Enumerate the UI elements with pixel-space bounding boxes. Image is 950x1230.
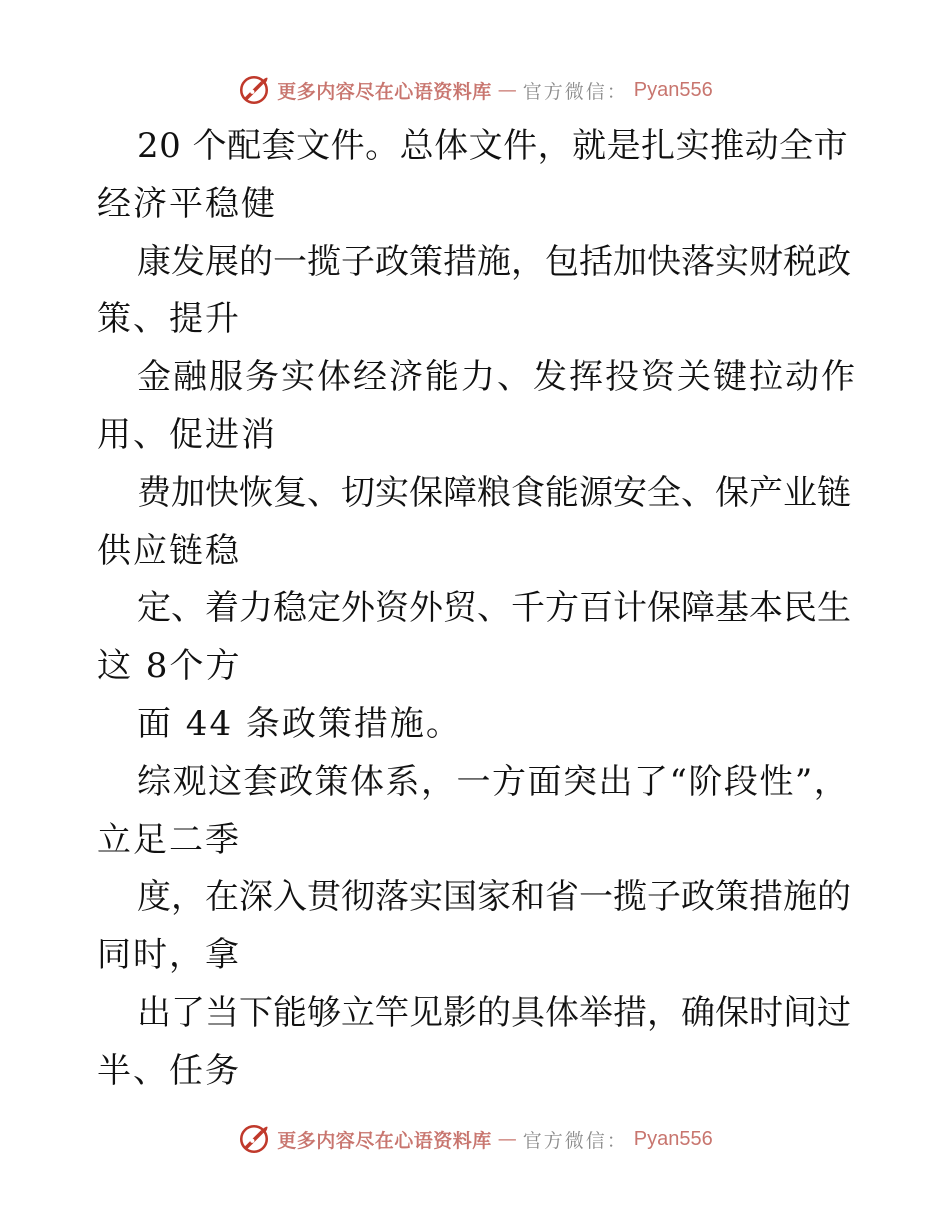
text-line: 度，在深入贯彻落实国家和省一揽子政策措施的 <box>137 877 851 918</box>
text-line: 综观这套政策体系，一方面突出了“阶段性”， <box>137 761 850 802</box>
text-line: 定、着力稳定外资外贸、千方百计保障基本民生 <box>137 588 851 629</box>
header-wechat-id: Pyan556 <box>633 78 713 101</box>
text-line: 康发展的一揽子政策措施，包括加快落实财税政 <box>137 241 851 282</box>
text-line: 同时，拿 <box>97 935 241 976</box>
text-line: 用、促进消 <box>97 414 277 455</box>
text-line: 策、提升 <box>97 299 241 340</box>
quill-logo-icon <box>237 1122 271 1156</box>
footer-watermark <box>0 1119 950 1159</box>
header-wechat-label: 官方微信： <box>522 80 628 103</box>
footer-dash: — <box>497 1128 517 1150</box>
text-line: 金融服务实体经济能力、发挥投资关键拉动作 <box>137 357 857 398</box>
body-text <box>97 118 857 1101</box>
footer-slogan: 更多内容尽在心语资料库 <box>277 1129 492 1152</box>
footer-wechat-id: Pyan556 <box>633 1127 713 1150</box>
text-line: 立足二季 <box>97 819 241 860</box>
header-dash: — <box>497 79 517 101</box>
text-line: 出了当下能够立竿见影的具体举措，确保时间过 <box>137 992 851 1033</box>
footer-wechat-label: 官方微信： <box>522 1129 628 1152</box>
text-line: 面 44 条政策措施。 <box>137 703 462 744</box>
header-slogan: 更多内容尽在心语资料库 <box>277 80 492 103</box>
quill-logo-icon <box>237 73 271 107</box>
text-line: 费加快恢复、切实保障粮食能源安全、保产业链 <box>137 472 851 513</box>
text-line: 经济平稳健 <box>97 183 277 224</box>
header-watermark <box>0 70 950 110</box>
text-line: 半、任务 <box>97 1050 241 1091</box>
text-line: 供应链稳 <box>97 530 241 571</box>
text-line: 20 个配套文件。总体文件，就是扎实推动全市 <box>137 126 849 166</box>
text-line: 这 8个方 <box>97 646 242 687</box>
